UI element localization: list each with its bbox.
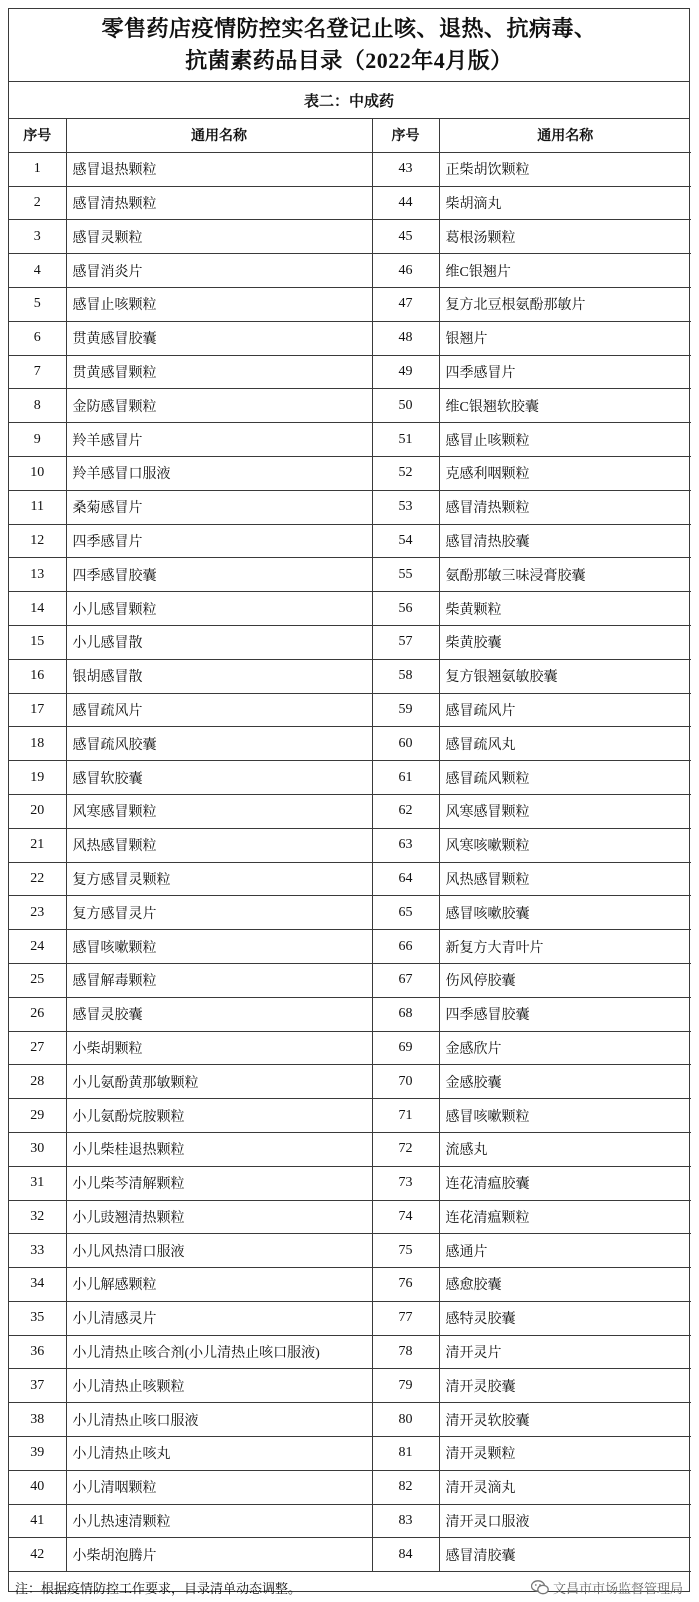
row-number-left: 21 [9,828,66,862]
drug-name-left: 羚羊感冒片 [66,423,372,457]
row-number-right: 63 [372,828,439,862]
row-number-right: 59 [372,693,439,727]
row-number-right: 67 [372,963,439,997]
drug-name-left: 感冒疏风片 [66,693,372,727]
row-number-right: 45 [372,220,439,254]
table-row [9,524,691,558]
drug-name-right: 感冒疏风颗粒 [439,761,691,795]
row-number-right: 47 [372,287,439,321]
table-row [9,930,691,964]
row-number-left: 9 [9,423,66,457]
row-number-left: 26 [9,997,66,1031]
drug-name-right: 清开灵滴丸 [439,1470,691,1504]
drug-name-left: 小儿氨酚黄那敏颗粒 [66,1065,372,1099]
row-number-right: 74 [372,1200,439,1234]
row-number-right: 66 [372,930,439,964]
drug-name-right: 正柴胡饮颗粒 [439,152,691,186]
row-number-left: 1 [9,152,66,186]
drug-name-left: 小儿清感灵片 [66,1301,372,1335]
drug-name-right: 清开灵口服液 [439,1504,691,1538]
row-number-left: 3 [9,220,66,254]
drug-name-right: 四季感冒片 [439,355,691,389]
drug-name-left: 感冒止咳颗粒 [66,287,372,321]
table-row [9,1335,691,1369]
row-number-left: 30 [9,1132,66,1166]
drug-name-right: 流感丸 [439,1132,691,1166]
drug-name-right: 柴黄胶囊 [439,625,691,659]
drug-name-right: 金感胶囊 [439,1065,691,1099]
drug-name-right: 感冒清热颗粒 [439,490,691,524]
table-row [9,152,691,186]
row-number-right: 78 [372,1335,439,1369]
table-row [9,490,691,524]
row-number-right: 44 [372,186,439,220]
drug-name-right: 风热感冒颗粒 [439,862,691,896]
row-number-left: 23 [9,896,66,930]
row-number-left: 20 [9,794,66,828]
drug-name-right: 连花清瘟胶囊 [439,1166,691,1200]
drug-name-right: 清开灵片 [439,1335,691,1369]
row-number-right: 60 [372,727,439,761]
drug-name-left: 小儿感冒颗粒 [66,592,372,626]
table-row [9,1031,691,1065]
drug-name-right: 金感欣片 [439,1031,691,1065]
title-line-2: 抗菌素药品目录（2022年4月版） [185,48,513,73]
drug-name-left: 风热感冒颗粒 [66,828,372,862]
drug-name-right: 柴胡滴丸 [439,186,691,220]
row-number-left: 4 [9,254,66,288]
row-number-right: 54 [372,524,439,558]
row-number-right: 51 [372,423,439,457]
row-number-right: 43 [372,152,439,186]
row-number-left: 22 [9,862,66,896]
row-number-left: 41 [9,1504,66,1538]
drug-name-left: 小儿柴芩清解颗粒 [66,1166,372,1200]
document-sheet [8,8,690,1596]
row-number-right: 70 [372,1065,439,1099]
row-number-left: 36 [9,1335,66,1369]
row-number-left: 10 [9,456,66,490]
wechat-icon [531,1580,549,1595]
table-row [9,1268,691,1302]
drug-name-left: 感冒咳嗽颗粒 [66,930,372,964]
row-number-right: 82 [372,1470,439,1504]
row-number-right: 71 [372,1099,439,1133]
table-header-row [9,119,691,152]
table-row [9,186,691,220]
row-number-left: 37 [9,1369,66,1403]
table-row [9,1301,691,1335]
row-number-right: 77 [372,1301,439,1335]
row-number-left: 33 [9,1234,66,1268]
watermark [531,1578,683,1597]
drug-name-left: 小儿清热止咳丸 [66,1437,372,1471]
drug-name-left: 羚羊感冒口服液 [66,456,372,490]
table-row [9,1437,691,1471]
row-number-right: 61 [372,761,439,795]
table-row [9,693,691,727]
table-row [9,828,691,862]
drug-name-left: 小柴胡颗粒 [66,1031,372,1065]
drug-name-left: 金防感冒颗粒 [66,389,372,423]
drug-name-left: 小儿解感颗粒 [66,1268,372,1302]
table-row [9,423,691,457]
row-number-right: 80 [372,1403,439,1437]
row-number-left: 12 [9,524,66,558]
row-number-left: 13 [9,558,66,592]
drug-name-left: 桑菊感冒片 [66,490,372,524]
drug-name-left: 小儿感冒散 [66,625,372,659]
table-row [9,1538,691,1572]
row-number-left: 16 [9,659,66,693]
watermark-text: 文昌市市场监督管理局 [552,1580,683,1596]
drug-name-left: 四季感冒胶囊 [66,558,372,592]
row-number-right: 72 [372,1132,439,1166]
drug-name-left: 感冒灵胶囊 [66,997,372,1031]
row-number-left: 14 [9,592,66,626]
row-number-left: 19 [9,761,66,795]
table-row [9,1504,691,1538]
drug-name-left: 银胡感冒散 [66,659,372,693]
row-number-right: 57 [372,625,439,659]
header-seq-right: 序号 [372,119,439,152]
drug-name-right: 连花清瘟颗粒 [439,1200,691,1234]
drug-name-right: 感冒咳嗽颗粒 [439,1099,691,1133]
header-name-right: 通用名称 [439,119,691,152]
row-number-left: 29 [9,1099,66,1133]
table-row [9,1470,691,1504]
drug-name-left: 感冒软胶囊 [66,761,372,795]
row-number-left: 32 [9,1200,66,1234]
row-number-left: 40 [9,1470,66,1504]
drug-name-right: 新复方大青叶片 [439,930,691,964]
drug-name-left: 贯黄感冒颗粒 [66,355,372,389]
row-number-right: 76 [372,1268,439,1302]
row-number-left: 11 [9,490,66,524]
row-number-right: 65 [372,896,439,930]
drug-name-left: 小儿清热止咳合剂(小儿清热止咳口服液) [66,1335,372,1369]
drug-name-right: 柴黄颗粒 [439,592,691,626]
drug-name-right: 复方银翘氨敏胶囊 [439,659,691,693]
drug-name-right: 四季感冒胶囊 [439,997,691,1031]
table-row [9,321,691,355]
table-row [9,1234,691,1268]
drug-name-left: 小儿清热止咳口服液 [66,1403,372,1437]
table-row [9,862,691,896]
drug-name-left: 感冒灵颗粒 [66,220,372,254]
table-row [9,220,691,254]
drug-name-right: 清开灵软胶囊 [439,1403,691,1437]
row-number-left: 5 [9,287,66,321]
row-number-left: 17 [9,693,66,727]
table-row [9,592,691,626]
drug-name-right: 感冒清胶囊 [439,1538,691,1572]
drug-name-right: 感冒疏风片 [439,693,691,727]
drug-name-left: 小儿风热清口服液 [66,1234,372,1268]
drug-name-left: 感冒退热颗粒 [66,152,372,186]
drug-name-left: 小儿清咽颗粒 [66,1470,372,1504]
table-row [9,1166,691,1200]
table-row [9,794,691,828]
drug-name-right: 葛根汤颗粒 [439,220,691,254]
drug-name-right: 清开灵颗粒 [439,1437,691,1471]
table-row [9,558,691,592]
table-row [9,355,691,389]
row-number-right: 50 [372,389,439,423]
drug-name-right: 复方北豆根氨酚那敏片 [439,287,691,321]
drug-name-left: 复方感冒灵颗粒 [66,862,372,896]
table-row [9,659,691,693]
table-row [9,389,691,423]
row-number-right: 58 [372,659,439,693]
row-number-left: 25 [9,963,66,997]
drug-name-right: 感冒止咳颗粒 [439,423,691,457]
drug-name-left: 感冒消炎片 [66,254,372,288]
footer-row [9,1572,689,1602]
drug-name-right: 感特灵胶囊 [439,1301,691,1335]
row-number-right: 49 [372,355,439,389]
drug-name-right: 感冒疏风丸 [439,727,691,761]
table-row [9,456,691,490]
row-number-right: 68 [372,997,439,1031]
row-number-right: 62 [372,794,439,828]
row-number-right: 79 [372,1369,439,1403]
drug-name-left: 小儿热速清颗粒 [66,1504,372,1538]
drug-name-right: 感冒咳嗽胶囊 [439,896,691,930]
header-name-left: 通用名称 [66,119,372,152]
drug-name-right: 风寒感冒颗粒 [439,794,691,828]
table-row [9,1065,691,1099]
row-number-left: 28 [9,1065,66,1099]
drug-name-left: 小儿豉翘清热颗粒 [66,1200,372,1234]
drug-name-left: 复方感冒灵片 [66,896,372,930]
row-number-left: 6 [9,321,66,355]
drug-name-right: 感通片 [439,1234,691,1268]
row-number-right: 73 [372,1166,439,1200]
row-number-right: 52 [372,456,439,490]
table-row [9,761,691,795]
table-row [9,896,691,930]
title-line-1: 零售药店疫情防控实名登记止咳、退热、抗病毒、 [101,16,597,41]
row-number-right: 75 [372,1234,439,1268]
row-number-left: 34 [9,1268,66,1302]
row-number-left: 39 [9,1437,66,1471]
drug-name-left: 感冒清热颗粒 [66,186,372,220]
table-row [9,1200,691,1234]
table-row [9,963,691,997]
row-number-left: 27 [9,1031,66,1065]
row-number-left: 38 [9,1403,66,1437]
drug-name-right: 清开灵胶囊 [439,1369,691,1403]
drug-name-left: 感冒解毒颗粒 [66,963,372,997]
row-number-right: 53 [372,490,439,524]
header-seq-left: 序号 [9,119,66,152]
row-number-left: 7 [9,355,66,389]
table-row [9,1132,691,1166]
drug-name-right: 风寒咳嗽颗粒 [439,828,691,862]
drug-name-left: 小柴胡泡腾片 [66,1538,372,1572]
row-number-right: 84 [372,1538,439,1572]
drug-name-right: 感冒清热胶囊 [439,524,691,558]
drug-name-left: 风寒感冒颗粒 [66,794,372,828]
row-number-left: 24 [9,930,66,964]
drug-name-left: 小儿清热止咳颗粒 [66,1369,372,1403]
table-row [9,997,691,1031]
row-number-left: 15 [9,625,66,659]
drug-name-right: 氨酚那敏三味浸膏胶囊 [439,558,691,592]
document-title [9,9,689,82]
drug-name-right: 维C银翘软胶囊 [439,389,691,423]
drug-name-right: 银翘片 [439,321,691,355]
row-number-right: 48 [372,321,439,355]
drug-name-left: 贯黄感冒胶囊 [66,321,372,355]
drug-table [9,119,691,1572]
row-number-left: 31 [9,1166,66,1200]
drug-name-right: 感愈胶囊 [439,1268,691,1302]
drug-name-left: 小儿氨酚烷胺颗粒 [66,1099,372,1133]
row-number-left: 35 [9,1301,66,1335]
drug-name-right: 维C银翘片 [439,254,691,288]
row-number-right: 81 [372,1437,439,1471]
table-row [9,287,691,321]
row-number-left: 2 [9,186,66,220]
row-number-right: 69 [372,1031,439,1065]
row-number-right: 46 [372,254,439,288]
table-row [9,1403,691,1437]
drug-name-left: 四季感冒片 [66,524,372,558]
drug-name-right: 克感利咽颗粒 [439,456,691,490]
row-number-left: 8 [9,389,66,423]
table-row [9,254,691,288]
table-row [9,1369,691,1403]
row-number-right: 83 [372,1504,439,1538]
row-number-left: 18 [9,727,66,761]
row-number-right: 55 [372,558,439,592]
table-row [9,1099,691,1133]
footnote: 注：根据疫情防控工作要求，目录清单动态调整。 [15,1580,302,1596]
table-subtitle: 表二：中成药 [9,82,689,119]
drug-name-left: 感冒疏风胶囊 [66,727,372,761]
table-row [9,727,691,761]
drug-name-left: 小儿柴桂退热颗粒 [66,1132,372,1166]
drug-name-right: 伤风停胶囊 [439,963,691,997]
row-number-right: 56 [372,592,439,626]
table-row [9,625,691,659]
row-number-right: 64 [372,862,439,896]
row-number-left: 42 [9,1538,66,1572]
